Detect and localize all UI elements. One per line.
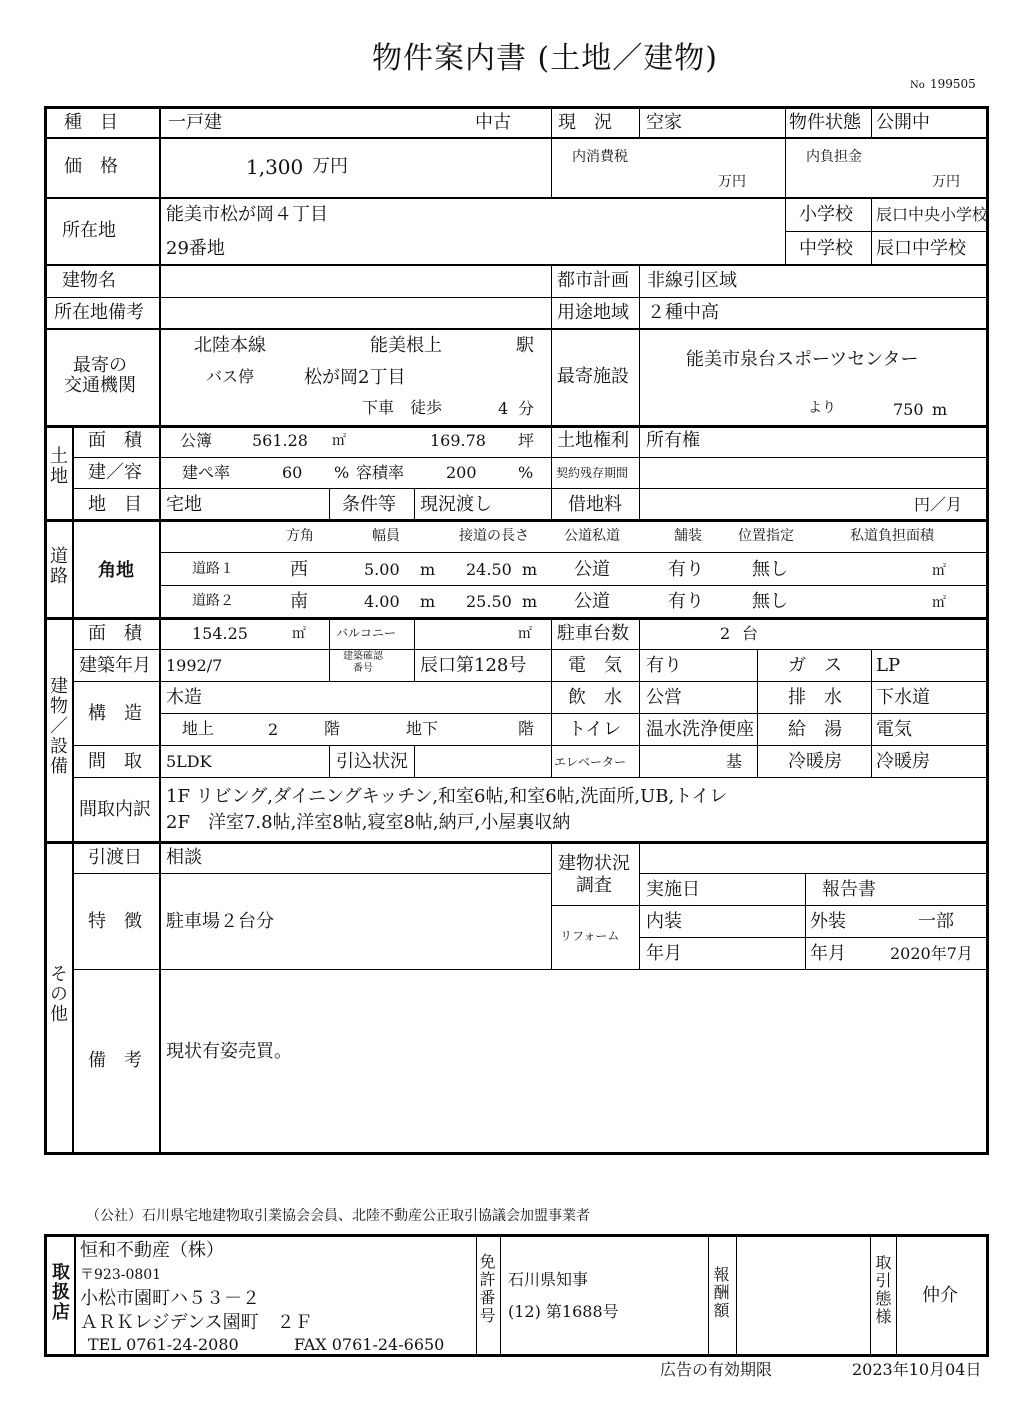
label-confirm-no: 建築確認 番号 [343,651,383,674]
label-above: 地上 [182,719,215,738]
page-title: 物件案内書 (土地／建物) [372,41,718,76]
label-electricity: 電 気 [568,655,622,676]
road2-width: 4.00 [364,592,400,611]
layout-detail-2f: 2F 洋室7.8帖,洋室8帖,寝室8帖,納戸,小屋裏収納 [166,812,571,833]
road1-width-unit: m [420,560,436,579]
layout-value: 5LDK [166,752,212,771]
label-elem-school: 小学校 [799,204,853,225]
association-note: （公社）石川県宅地建物取引業協会会員、北陸不動産公正取引協議会加盟事業者 [86,1208,590,1224]
tax-unit: 万円 [718,174,746,190]
heating-value: 冷暖房 [876,751,930,772]
floors-above-unit: 階 [324,719,341,738]
age-type-value: 中古 [475,112,511,133]
label-bldg-area: 面 積 [88,623,142,644]
confirm-no-value: 辰口第128号 [420,655,527,676]
transaction-label: 取引態様 [873,1254,892,1326]
transaction-value: 仲介 [922,1285,958,1306]
built-value: 1992/7 [166,656,223,675]
label-building-name: 建物名 [62,270,116,291]
meter-unit: m [932,400,948,419]
label-interior-date: 年月 [646,943,682,964]
label-burden: 内負担金 [806,149,862,165]
license-line1: 石川県知事 [508,1270,589,1289]
bc-rate-value: 60 [282,463,303,482]
road1-designated: 無し [752,559,788,580]
label-public-private: 公道私道 [564,528,620,544]
company-address1: 小松市園町ハ５３－２ [80,1288,260,1309]
label-bc-rate: 建ぺ率 [182,463,231,482]
label-drainage: 排 水 [788,687,842,708]
label-nearest-facility: 最寄施設 [557,366,629,387]
status-value: 空家 [646,112,682,133]
label-frontage: 接道の長さ [459,528,529,544]
license-label: 免許番号 [477,1253,496,1325]
corner-value: 角地 [98,560,134,581]
label-heating: 冷暖房 [788,751,842,772]
label-loc-note: 所在地備考 [54,302,144,323]
road1-frontage: 24.50 [466,560,512,579]
station-value: 能美根上 [370,335,442,356]
city-plan-value: 非線引区域 [647,270,737,291]
label-city-plan: 都市計画 [557,270,629,291]
elem-school-value: 辰口中央小学校 [876,205,989,224]
road1-area-unit: ㎡ [932,563,946,579]
walk-minutes-value: 4 [498,399,509,418]
lease-fee-unit: 円／月 [914,495,963,514]
conditions-value: 現況渡し [420,494,492,515]
layout-detail-1f: 1F リビング,ダイニングキッチン,和室6帖,和室6帖,洗面所,UB,トイレ [166,786,728,807]
label-status: 現 況 [558,112,612,133]
sqm-unit: ㎡ [332,433,346,449]
label-interior: 内装 [646,911,682,932]
remarks-value: 現状有姿売買。 [166,1041,292,1062]
label-kind: 種 目 [64,112,118,133]
label-implement-date: 実施日 [646,879,700,900]
balcony-unit: ㎡ [518,626,532,642]
prop-state-value: 公開中 [876,112,930,133]
expiry-value: 2023年10月04日 [852,1360,982,1379]
bldg-area-unit: ㎡ [292,626,306,642]
company-tel: TEL 0761-24-2080 [88,1335,239,1354]
road1-direction: 西 [290,559,308,580]
land-cat-value: 宅地 [166,494,202,515]
label-remarks: 備 考 [88,1050,142,1071]
doc-no: 199505 [930,77,976,91]
price-value: 1,300 [246,155,304,179]
license-line2: (12) 第1688号 [508,1302,619,1321]
label-prop-state: 物件状態 [789,112,861,133]
label-bc: 建／容 [88,462,142,483]
label-contract-remain: 契約残存期間 [556,466,629,480]
tsubo-unit: 坪 [518,431,535,450]
floors-below-unit: 階 [518,719,535,738]
label-water: 飲 水 [568,687,622,708]
label-nearest-transport: 最寄の 交通機関 [64,355,136,396]
minutes-unit: 分 [518,399,535,418]
label-gas: ガ ス [788,655,842,676]
road1-frontage-unit: m [522,560,538,579]
label-tax: 内消費税 [572,149,628,165]
burden-unit: 万円 [932,174,960,190]
label-toilet: トイレ [568,719,622,740]
agent-label: 取扱店 [49,1262,70,1322]
road1-name: 道路１ [192,561,234,577]
land-area-tsubo: 169.78 [430,431,486,450]
floors-above-value: 2 [268,720,279,739]
elevator-unit: 基 [726,752,743,771]
doc-no-label: No [910,80,925,91]
reform-date-value: 2020年7月 [890,944,973,963]
building-section-label: 建物／設備 [47,676,68,776]
label-features: 特 徴 [88,911,142,932]
road2-frontage: 25.50 [466,592,512,611]
bus-stop-value: 松が岡2丁目 [304,367,406,388]
water-value: 公営 [646,687,682,708]
label-handover: 引渡日 [88,847,142,868]
label-conditions: 条件等 [342,494,396,515]
company-postal: 〒923-0801 [80,1267,162,1283]
label-report: 報告書 [822,879,876,900]
road2-area-unit: ㎡ [932,595,946,611]
label-exterior: 外装 [810,911,846,932]
price-unit: 万円 [312,156,348,177]
company-name: 恒和不動産（株） [80,1240,224,1261]
road2-name: 道路２ [192,593,234,609]
facility-value: 能美市泉台スポーツセンター [686,349,919,370]
line-value: 北陸本線 [194,335,266,356]
label-jr-school: 中学校 [799,238,853,259]
use-zone-value: ２種中高 [647,302,719,323]
land-right-value: 所有権 [646,430,700,451]
features-value: 駐車場２台分 [166,911,274,932]
label-position-designation: 位置指定 [738,528,794,544]
parking-value: 2 [720,624,731,643]
road2-width-unit: m [420,592,436,611]
far-percent: % [518,463,534,482]
road2-designated: 無し [752,591,788,612]
label-kobo: 公簿 [180,431,213,450]
label-balcony: バルコニー [336,626,397,640]
label-land-area: 面 積 [88,430,142,451]
label-survey: 建物状況 調査 [558,853,630,896]
label-service-lead: 引込状況 [336,751,408,772]
label-paving: 舗装 [674,528,702,544]
label-hot-water: 給 湯 [788,719,842,740]
road1-paved: 有り [668,559,704,580]
label-direction: 方角 [286,528,314,544]
toilet-value: 温水洗浄便座 [646,719,754,740]
label-private-road-area: 私道負担面積 [850,528,934,544]
label-below: 地下 [406,719,439,738]
road2-frontage-unit: m [522,592,538,611]
label-use-zone: 用途地域 [557,302,629,323]
jr-school-value: 辰口中学校 [876,238,966,259]
label-from: より [808,400,836,416]
label-lease-fee: 借地料 [568,494,622,515]
parking-unit: 台 [742,624,759,643]
facility-distance: 750 [893,400,924,419]
station-suffix: 駅 [516,335,534,356]
label-parking: 駐車台数 [557,623,629,644]
label-elevator: エレベーター [554,755,627,769]
exterior-value: 一部 [918,911,954,932]
label-exterior-date: 年月 [810,943,846,964]
road1-public: 公道 [574,559,610,580]
label-width: 幅員 [372,528,400,544]
label-price: 価 格 [64,156,118,177]
road1-width: 5.00 [364,560,400,579]
label-land-cat: 地 目 [88,494,142,515]
label-land-right: 土地権利 [557,430,629,451]
label-far-rate: 容積率 [356,463,405,482]
fee-label: 報酬額 [711,1266,730,1320]
road2-direction: 南 [290,591,308,612]
road2-public: 公道 [574,591,610,612]
label-structure: 構 造 [88,703,142,724]
label-location: 所在地 [62,220,116,241]
electricity-value: 有り [646,655,682,676]
gas-value: LP [876,655,901,676]
handover-value: 相談 [166,847,202,868]
land-section-label: 土地 [47,446,68,486]
address-line1: 能美市松が岡４丁目 [166,204,328,225]
kind-value: 一戸建 [168,112,222,133]
address-line2: 29番地 [166,238,225,259]
company-address2: ＡＲＫレジデンス園町 ２Ｆ [80,1312,313,1333]
expiry-label: 広告の有効期限 [660,1360,773,1379]
label-built: 建築年月 [79,655,151,676]
other-section-label: その他 [47,964,68,1024]
bc-percent: % [334,463,350,482]
bldg-area-value: 154.25 [192,624,248,643]
road2-paved: 有り [668,591,704,612]
land-area-sqm: 561.28 [252,431,308,450]
hot-water-value: 電気 [876,719,912,740]
company-fax: FAX 0761-24-6650 [294,1335,445,1354]
label-reform: リフォーム [560,929,620,943]
label-layout: 間 取 [88,751,142,772]
label-layout-detail: 間取内訳 [79,799,151,820]
label-walk: 下車 徒歩 [362,398,443,417]
road-section-label: 道路 [47,546,68,586]
far-rate-value: 200 [446,463,477,482]
structure-value: 木造 [166,687,202,708]
label-bus-stop: バス停 [206,367,255,386]
drainage-value: 下水道 [876,687,930,708]
